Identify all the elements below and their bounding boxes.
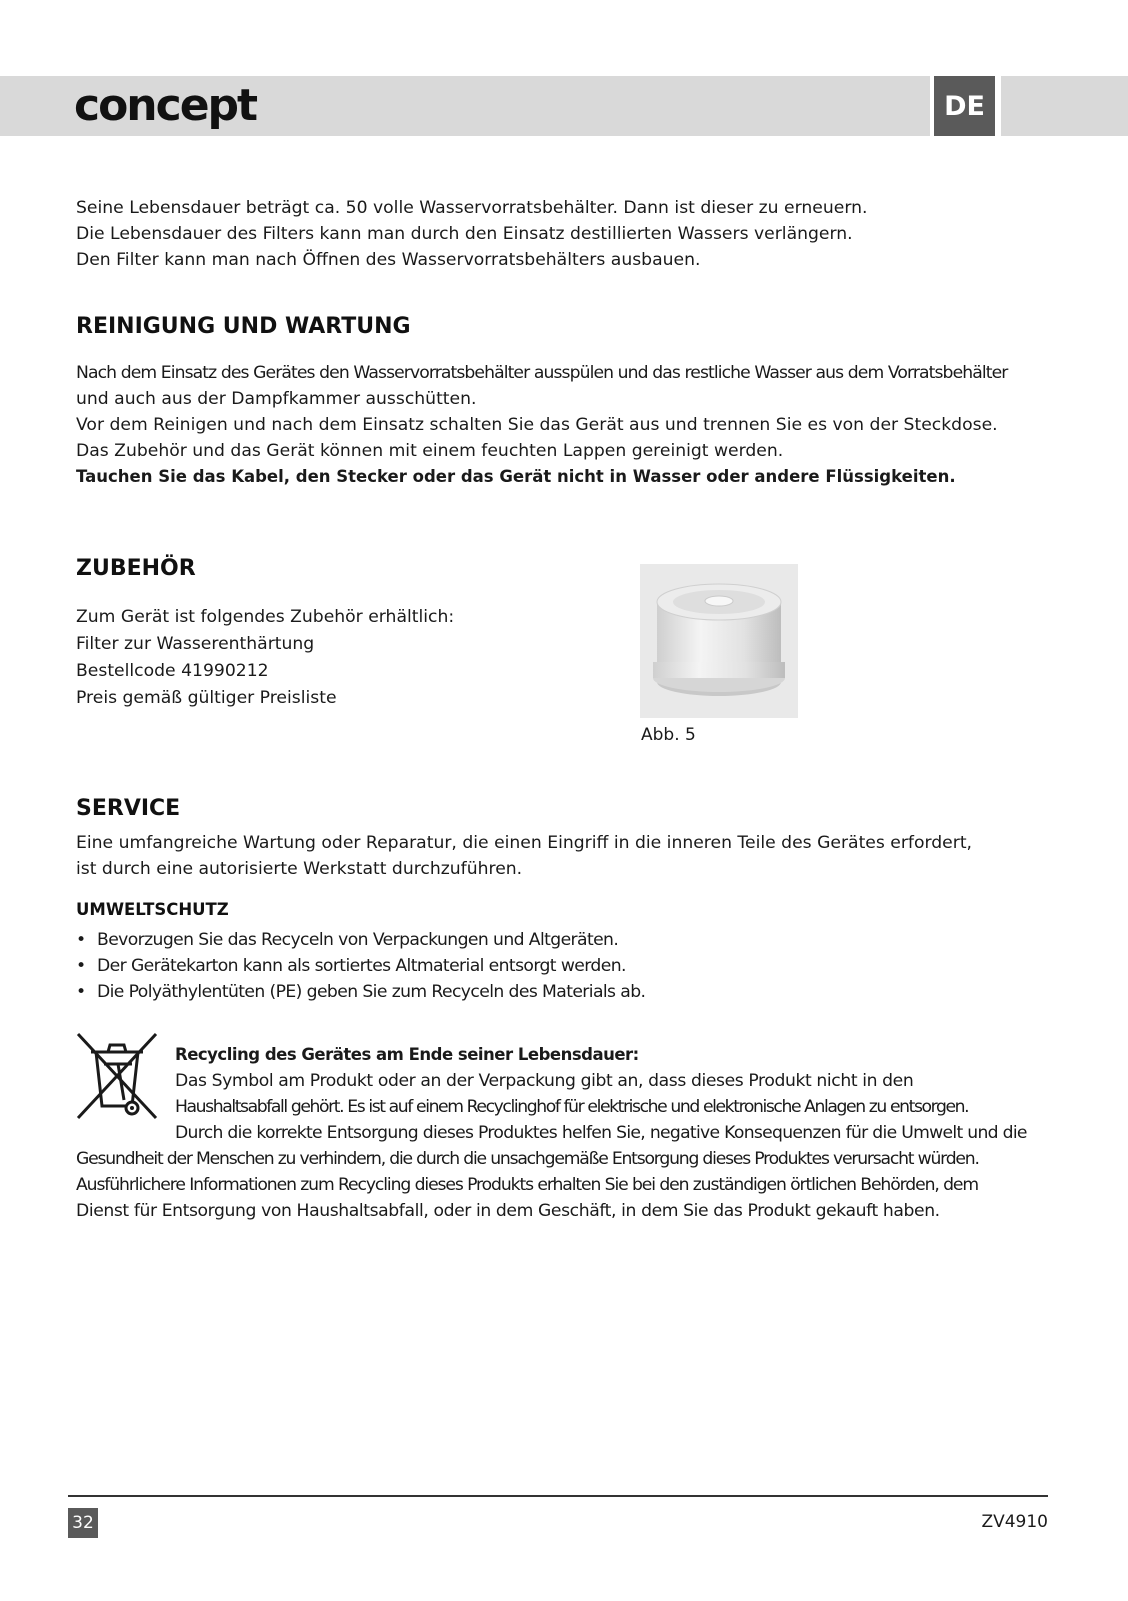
cleaning-line: Das Zubehör und das Gerät können mit einem feuchten Lappen gereinigt werden.	[76, 441, 784, 461]
list-item: • Die Polyäthylentüten (PE) geben Sie zum Recyceln des Materials ab.	[76, 979, 645, 1005]
weee-bin-icon	[74, 1032, 160, 1122]
cleaning-line: Vor dem Reinigen und nach dem Einsatz schalten Sie das Gerät aus und trennen Sie es von der Steckdose.	[76, 415, 998, 435]
recycling-line: Dienst für Entsorgung von Haushaltsabfall, oder in dem Geschäft, in dem Sie das Produkt gekauft haben.	[76, 1201, 940, 1221]
intro-line: Die Lebensdauer des Filters kann man durch den Einsatz destillierten Wassers verlängern.	[76, 224, 853, 244]
recycling-line: Ausführlichere Informationen zum Recycling dieses Produkts erhalten Sie bei den zuständigen örtlichen Behörden, dem	[76, 1175, 979, 1195]
recycling-line: Haushaltsabfall gehört. Es ist auf einem Recyclinghof für elektrische und elektronische Anlagen zu entsorgen.	[175, 1097, 969, 1117]
footer-divider	[68, 1495, 1048, 1497]
language-badge: DE	[934, 76, 995, 136]
page-number: 32	[68, 1508, 98, 1538]
recycling-line: Gesundheit der Menschen zu verhindern, die durch die unsachgemäße Entsorgung dieses Produktes verursacht würden.	[76, 1149, 979, 1169]
model-number: ZV4910	[981, 1512, 1048, 1532]
recycling-line: Durch die korrekte Entsorgung dieses Produktes helfen Sie, negative Konsequenzen für die Umwelt und die	[175, 1123, 1027, 1143]
service-line: ist durch eine autorisierte Werkstatt durchzuführen.	[76, 859, 523, 879]
accessory-line: Zum Gerät ist folgendes Zubehör erhältlich:	[76, 607, 455, 627]
recycling-line: Das Symbol am Produkt oder an der Verpackung gibt an, dass dieses Produkt nicht in den	[175, 1071, 914, 1091]
heading-cleaning: REINIGUNG UND WARTUNG	[76, 314, 411, 339]
intro-line: Den Filter kann man nach Öffnen des Wasservorratsbehälters ausbauen.	[76, 250, 701, 270]
recycling-title: Recycling des Gerätes am Ende seiner Lebensdauer:	[175, 1045, 639, 1064]
accessory-line: Filter zur Wasserenthärtung	[76, 634, 315, 654]
brand-logo: concept	[74, 80, 257, 131]
heading-accessories: ZUBEHÖR	[76, 556, 196, 581]
heading-environment: UMWELTSCHUTZ	[76, 900, 229, 919]
header-bar-tail	[1001, 76, 1128, 136]
list-item: • Bevorzugen Sie das Recyceln von Verpackungen und Altgeräten.	[76, 927, 645, 953]
cleaning-warning: Tauchen Sie das Kabel, den Stecker oder das Gerät nicht in Wasser oder andere Flüssigkeiten.	[76, 467, 956, 486]
water-filter-illustration	[640, 564, 798, 718]
service-line: Eine umfangreiche Wartung oder Reparatur, die einen Eingriff in die inneren Teile des Gerätes erfordert,	[76, 833, 973, 853]
heading-service: SERVICE	[76, 796, 181, 821]
intro-line: Seine Lebensdauer beträgt ca. 50 volle Wasservorratsbehälter. Dann ist dieser zu erneuern.	[76, 198, 868, 218]
figure-caption: Abb. 5	[641, 725, 696, 745]
accessory-line: Preis gemäß gültiger Preisliste	[76, 688, 337, 708]
filter-image	[640, 564, 798, 718]
environment-list	[76, 927, 645, 1005]
cleaning-line: Nach dem Einsatz des Gerätes den Wasservorratsbehälter ausspülen und das restliche Wasser aus dem Vorratsbehälter	[76, 363, 1008, 383]
list-item: • Der Gerätekarton kann als sortiertes Altmaterial entsorgt werden.	[76, 953, 645, 979]
cleaning-line: und auch aus der Dampfkammer ausschütten.	[76, 389, 477, 409]
accessory-line: Bestellcode 41990212	[76, 661, 269, 681]
